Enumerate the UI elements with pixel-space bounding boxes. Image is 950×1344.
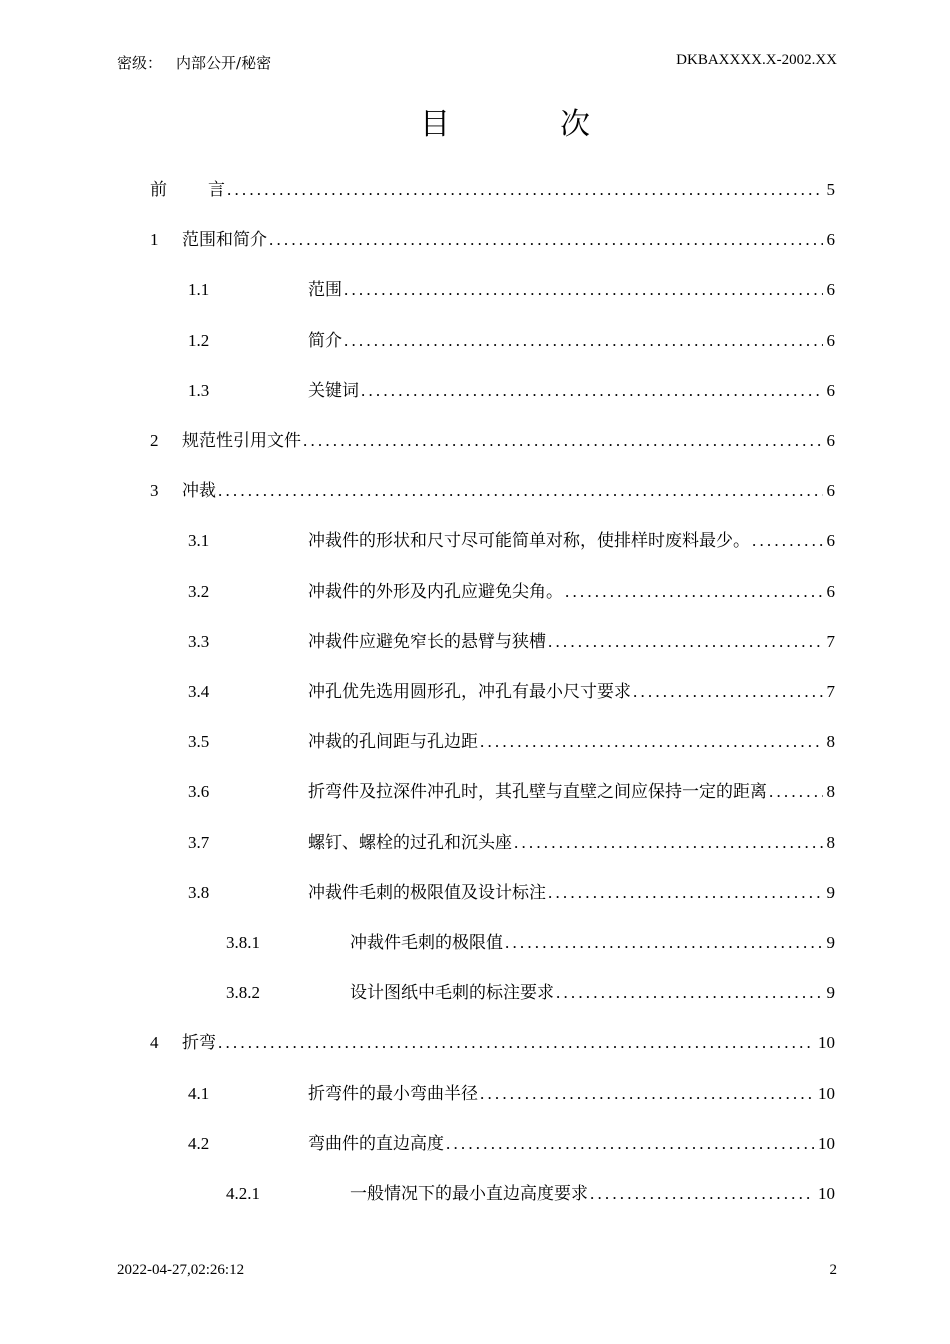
toc-title-char-2: 次 xyxy=(560,107,590,142)
document-code: DKBAXXXX.X-2002.XX xyxy=(676,52,837,68)
toc-entry-number: 1.2 xyxy=(188,331,210,350)
toc-entry-label: 折弯件的最小弯曲半径 xyxy=(308,1084,478,1104)
toc-entry[interactable] xyxy=(188,1130,835,1158)
toc-entry[interactable] xyxy=(226,929,835,957)
toc-entry-number: 3.1 xyxy=(188,531,210,550)
toc-dot-leader xyxy=(218,1029,814,1057)
toc-dot-leader xyxy=(548,879,823,907)
toc-entry-label: 设计图纸中毛刺的标注要求 xyxy=(350,983,554,1003)
toc-dot-leader xyxy=(303,427,823,455)
print-timestamp: 2022-04-27,02:26:12 xyxy=(117,1262,245,1278)
toc-entry[interactable] xyxy=(150,427,835,455)
toc-entry[interactable] xyxy=(188,527,835,555)
toc-dot-leader xyxy=(752,527,823,555)
toc-entry[interactable] xyxy=(188,377,835,405)
toc-entry-page: 5 xyxy=(826,180,835,199)
toc-entry-page: 9 xyxy=(826,933,835,952)
toc-entry-number: 1.3 xyxy=(188,381,210,400)
security-level xyxy=(117,52,271,73)
toc-dot-leader xyxy=(218,477,823,505)
toc-dot-leader xyxy=(446,1130,814,1158)
toc-entry[interactable] xyxy=(150,226,835,254)
toc-entry-label: 冲孔优先选用圆形孔，冲孔有最小尺寸要求 xyxy=(308,682,631,702)
toc-entry-page: 6 xyxy=(826,531,835,550)
toc-entry-page: 10 xyxy=(818,1134,835,1153)
toc-entry[interactable] xyxy=(188,276,835,304)
toc-entry-label: 冲裁件应避免窄长的悬臂与狭槽 xyxy=(308,632,546,652)
toc-entry-number: 3.8.1 xyxy=(226,933,260,952)
toc-entry-page: 10 xyxy=(818,1084,835,1103)
toc-entry-page: 6 xyxy=(826,431,835,450)
toc-entry[interactable] xyxy=(150,176,835,204)
toc-entry-number: 4.1 xyxy=(188,1084,210,1103)
toc-entry-number: 4.2 xyxy=(188,1134,210,1153)
toc-entry-label: 冲裁件毛刺的极限值及设计标注 xyxy=(308,883,546,903)
toc-dot-leader xyxy=(269,226,823,254)
toc-entry[interactable] xyxy=(188,1080,835,1108)
toc-entry-number: 1 xyxy=(150,230,159,249)
toc-entry-page: 9 xyxy=(826,983,835,1002)
page-number: 2 xyxy=(829,1262,837,1278)
toc-dot-leader xyxy=(344,327,823,355)
toc-entry-label: 范围 xyxy=(308,280,342,300)
toc-entry-number: 4.2.1 xyxy=(226,1184,260,1203)
toc-entry-label: 冲裁件毛刺的极限值 xyxy=(350,933,503,953)
toc-entry-page: 6 xyxy=(826,381,835,400)
toc-entry-number: 4 xyxy=(150,1033,159,1052)
toc-entry-number: 3.3 xyxy=(188,632,210,651)
toc-entry[interactable] xyxy=(188,728,835,756)
toc-entry-number: 3 xyxy=(150,481,159,500)
toc-entry-page: 6 xyxy=(826,481,835,500)
toc-entry-page: 6 xyxy=(826,230,835,249)
toc-entry[interactable] xyxy=(226,1180,835,1208)
toc-entry-label: 冲裁 xyxy=(182,481,216,501)
toc-entry-number: 1.1 xyxy=(188,280,210,299)
toc-dot-leader xyxy=(565,578,823,606)
toc-entry-label: 折弯 xyxy=(182,1033,216,1053)
toc-entry-page: 10 xyxy=(818,1184,835,1203)
toc-entry-number: 3.2 xyxy=(188,582,210,601)
toc-entry-page: 7 xyxy=(826,632,835,651)
toc-dot-leader xyxy=(633,678,823,706)
toc-dot-leader xyxy=(590,1180,814,1208)
security-label: 密级： xyxy=(117,54,163,72)
toc-dot-leader xyxy=(227,176,823,204)
toc-entry-number: 3.8 xyxy=(188,883,210,902)
toc-entry-page: 6 xyxy=(826,582,835,601)
toc-title xyxy=(420,103,640,147)
toc-dot-leader xyxy=(480,1080,814,1108)
toc-dot-leader xyxy=(769,778,823,806)
toc-entry-page: 10 xyxy=(818,1033,835,1052)
toc-dot-leader xyxy=(480,728,823,756)
toc-entry[interactable] xyxy=(188,578,835,606)
toc-dot-leader xyxy=(505,929,823,957)
toc-entry-number: 2 xyxy=(150,431,159,450)
toc-entry-page: 9 xyxy=(826,883,835,902)
toc-entry-number: 3.5 xyxy=(188,732,210,751)
toc-entry[interactable] xyxy=(188,879,835,907)
toc-dot-leader xyxy=(344,276,823,304)
toc-entry-label: 冲裁的孔间距与孔边距 xyxy=(308,732,478,752)
toc-entry-page: 6 xyxy=(826,280,835,299)
toc-entry-page: 8 xyxy=(826,782,835,801)
toc-entry-label: 弯曲件的直边高度 xyxy=(308,1134,444,1154)
toc-entry-label: 简介 xyxy=(308,331,342,351)
toc-entry-page: 7 xyxy=(826,682,835,701)
toc-title-char-1: 目 xyxy=(420,107,450,142)
toc-entry-number: 3.8.2 xyxy=(226,983,260,1002)
toc-entry[interactable] xyxy=(150,477,835,505)
toc-entry-page: 8 xyxy=(826,833,835,852)
toc-dot-leader xyxy=(361,377,823,405)
toc-entry-label: 范围和简介 xyxy=(182,230,267,250)
toc-entry-label: 规范性引用文件 xyxy=(182,431,301,451)
toc-entry[interactable] xyxy=(150,1029,835,1057)
toc-dot-leader xyxy=(548,628,823,656)
toc-entry-label: 言 xyxy=(208,180,225,200)
toc-entry-label: 冲裁件的形状和尺寸尽可能简单对称，使排样时废料最少。 xyxy=(308,531,750,551)
toc-entry-number: 3.6 xyxy=(188,782,210,801)
toc-entry-number: 3.4 xyxy=(188,682,210,701)
toc-entry-number: 前 xyxy=(150,180,167,199)
toc-entry-label: 螺钉、螺栓的过孔和沉头座 xyxy=(308,833,512,853)
toc-entry-number: 3.7 xyxy=(188,833,210,852)
toc-dot-leader xyxy=(514,829,823,857)
toc-entry-page: 8 xyxy=(826,732,835,751)
toc-dot-leader xyxy=(556,979,823,1007)
toc-entry-label: 冲裁件的外形及内孔应避免尖角。 xyxy=(308,582,563,602)
toc-entry-label: 关键词 xyxy=(308,381,359,401)
page-footer xyxy=(117,1262,837,1284)
toc-entry-label: 折弯件及拉深件冲孔时，其孔壁与直壁之间应保持一定的距离 xyxy=(308,782,767,802)
toc-entry-page: 6 xyxy=(826,331,835,350)
toc-entry[interactable] xyxy=(188,829,835,857)
toc-entry[interactable] xyxy=(188,628,835,656)
toc-entry-label: 一般情况下的最小直边高度要求 xyxy=(350,1184,588,1204)
toc-entry[interactable] xyxy=(188,327,835,355)
toc-entry[interactable] xyxy=(188,678,835,706)
security-value: 内部公开/秘密 xyxy=(176,54,272,72)
toc-entry[interactable] xyxy=(188,778,835,806)
page-header xyxy=(117,52,837,76)
toc-entry[interactable] xyxy=(226,979,835,1007)
